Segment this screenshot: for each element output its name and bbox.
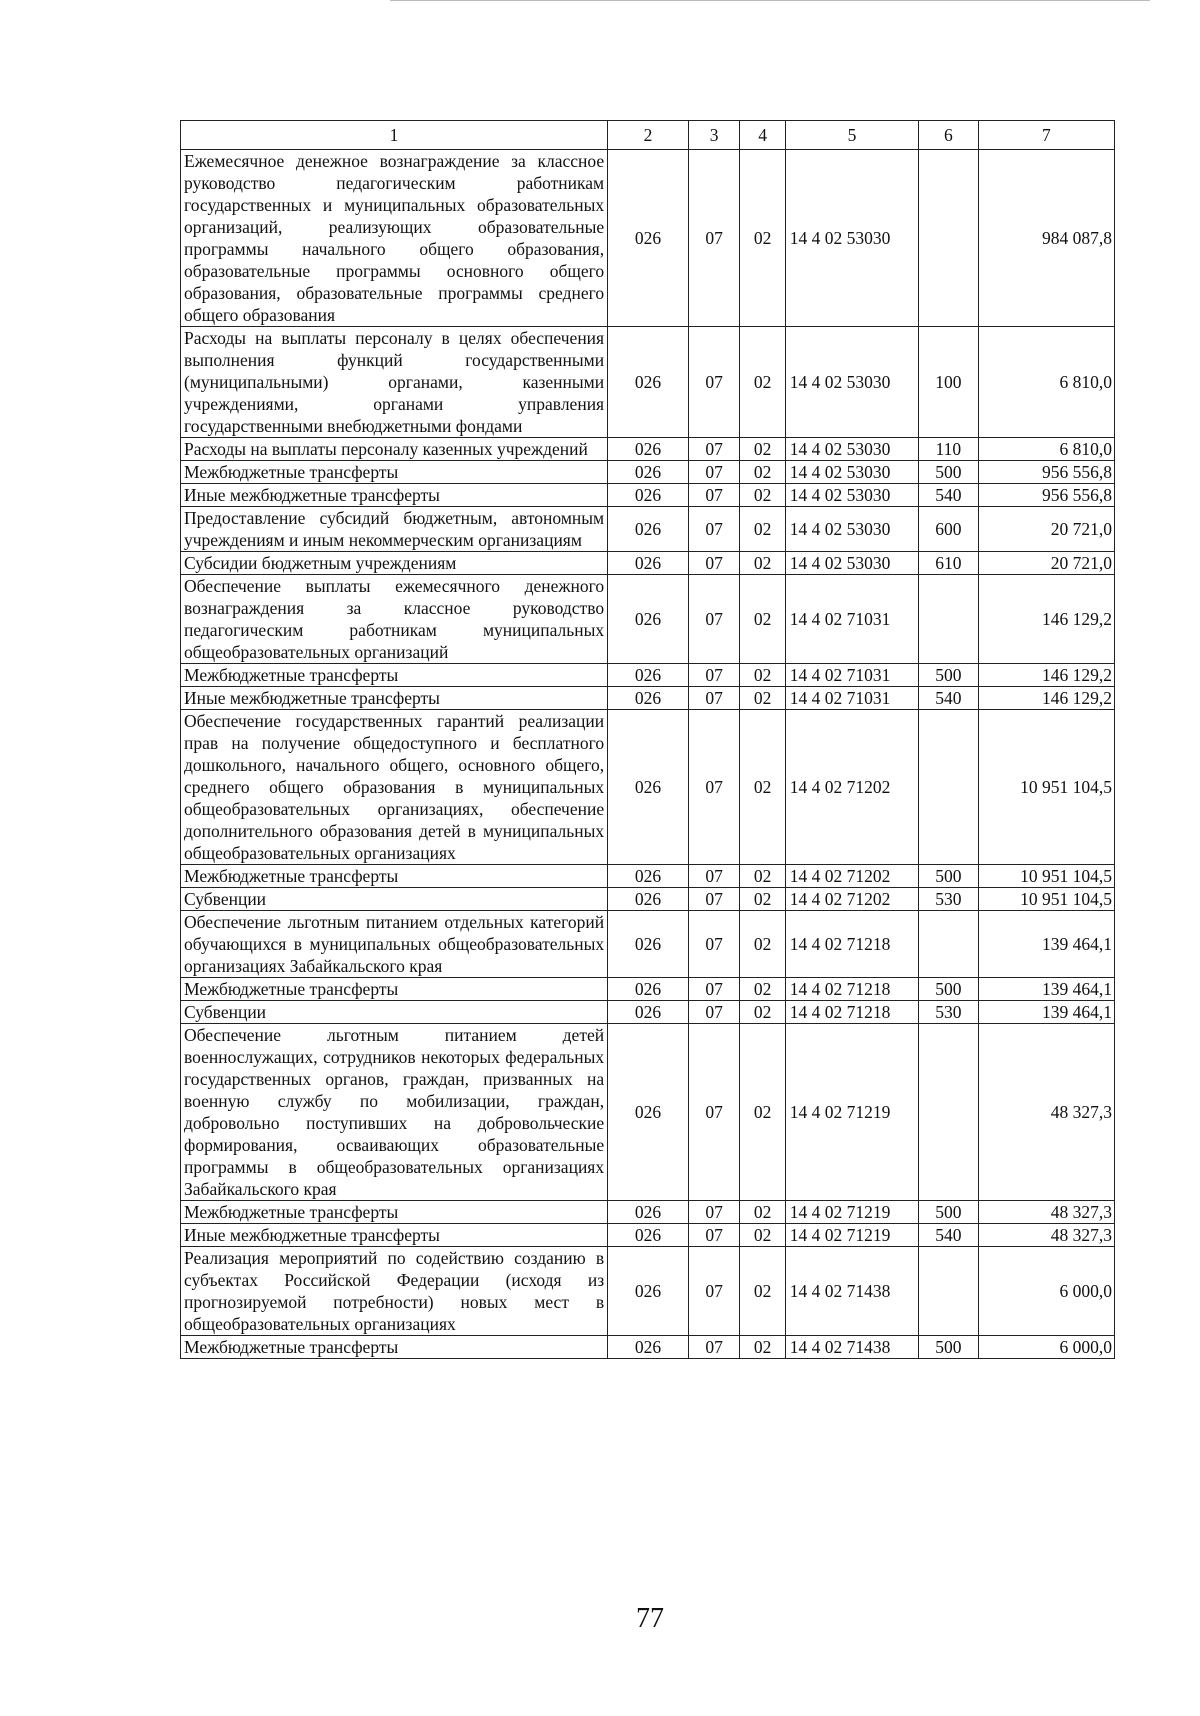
target-article-cell: 14 4 02 53030	[785, 327, 918, 438]
section-cell: 07	[688, 438, 739, 461]
section-cell: 07	[688, 687, 739, 710]
section-cell: 07	[688, 1001, 739, 1024]
page-number: 77	[636, 1603, 664, 1634]
item-name-cell: Реализация мероприятий по содействию созданию в субъектах Российской Федерации (исходя из прогнозируемой потребности) новых мест в общеобразовательных организациях	[181, 1247, 608, 1336]
target-article-cell: 14 4 02 71202	[785, 710, 918, 865]
budget-table	[180, 120, 1115, 1359]
expense-type-cell: 540	[919, 1224, 979, 1247]
subsection-cell: 02	[740, 888, 785, 911]
target-article-cell: 14 4 02 71218	[785, 978, 918, 1001]
expense-type-cell: 530	[919, 1001, 979, 1024]
section-cell: 07	[688, 710, 739, 865]
amount-cell: 10 951 104,5	[978, 710, 1114, 865]
section-cell: 07	[688, 1247, 739, 1336]
expense-type-cell	[919, 575, 979, 664]
table-row	[181, 664, 1115, 687]
amount-cell: 956 556,8	[978, 461, 1114, 484]
target-article-cell: 14 4 02 71031	[785, 575, 918, 664]
admin-code-cell: 026	[608, 888, 689, 911]
item-name-cell: Иные межбюджетные трансферты	[181, 687, 608, 710]
item-name-cell: Обеспечение выплаты ежемесячного денежного вознаграждения за классное руководство педагогическим работникам муниципальных общеобразовательных организаций	[181, 575, 608, 664]
expense-type-cell	[919, 150, 979, 327]
expense-type-cell	[919, 911, 979, 978]
table-row	[181, 1336, 1115, 1359]
subsection-cell: 02	[740, 552, 785, 575]
expense-type-cell: 540	[919, 484, 979, 507]
amount-cell: 139 464,1	[978, 911, 1114, 978]
section-cell: 07	[688, 150, 739, 327]
table-row	[181, 1224, 1115, 1247]
item-name-cell: Субвенции	[181, 1001, 608, 1024]
subsection-cell: 02	[740, 1336, 785, 1359]
table-row	[181, 327, 1115, 438]
section-cell: 07	[688, 461, 739, 484]
table-row	[181, 438, 1115, 461]
amount-cell: 48 327,3	[978, 1201, 1114, 1224]
admin-code-cell: 026	[608, 1024, 689, 1201]
subsection-cell: 02	[740, 1001, 785, 1024]
section-cell: 07	[688, 327, 739, 438]
amount-cell: 20 721,0	[978, 507, 1114, 552]
subsection-cell: 02	[740, 1201, 785, 1224]
subsection-cell: 02	[740, 461, 785, 484]
admin-code-cell: 026	[608, 507, 689, 552]
table-row	[181, 978, 1115, 1001]
admin-code-cell: 026	[608, 1247, 689, 1336]
expense-type-cell: 500	[919, 461, 979, 484]
admin-code-cell: 026	[608, 1001, 689, 1024]
table-row	[181, 1247, 1115, 1336]
subsection-cell: 02	[740, 710, 785, 865]
admin-code-cell: 026	[608, 1336, 689, 1359]
subsection-cell: 02	[740, 438, 785, 461]
admin-code-cell: 026	[608, 327, 689, 438]
table-header-row	[181, 121, 1115, 150]
table-row	[181, 888, 1115, 911]
target-article-cell: 14 4 02 71438	[785, 1336, 918, 1359]
target-article-cell: 14 4 02 53030	[785, 438, 918, 461]
section-cell: 07	[688, 1201, 739, 1224]
expense-type-cell	[919, 1024, 979, 1201]
column-header-1: 1	[181, 121, 608, 150]
subsection-cell: 02	[740, 664, 785, 687]
admin-code-cell: 026	[608, 978, 689, 1001]
section-cell: 07	[688, 911, 739, 978]
subsection-cell: 02	[740, 687, 785, 710]
table-row	[181, 575, 1115, 664]
item-name-cell: Межбюджетные трансферты	[181, 461, 608, 484]
target-article-cell: 14 4 02 71219	[785, 1224, 918, 1247]
admin-code-cell: 026	[608, 865, 689, 888]
item-name-cell: Обеспечение государственных гарантий реализации прав на получение общедоступного и бесплатного дошкольного, начального общего, основного общего, среднего общего образования в муниципальных общеобразовательных организациях, обеспечение дополнительного образования детей в муниципальных общеобразовательных организациях	[181, 710, 608, 865]
expense-type-cell: 500	[919, 664, 979, 687]
amount-cell: 984 087,8	[978, 150, 1114, 327]
section-cell: 07	[688, 1224, 739, 1247]
expense-type-cell: 500	[919, 1201, 979, 1224]
admin-code-cell: 026	[608, 664, 689, 687]
item-name-cell: Межбюджетные трансферты	[181, 978, 608, 1001]
amount-cell: 146 129,2	[978, 575, 1114, 664]
subsection-cell: 02	[740, 865, 785, 888]
section-cell: 07	[688, 865, 739, 888]
admin-code-cell: 026	[608, 1201, 689, 1224]
item-name-cell: Субвенции	[181, 888, 608, 911]
section-cell: 07	[688, 1024, 739, 1201]
item-name-cell: Расходы на выплаты персоналу казенных учреждений	[181, 438, 608, 461]
target-article-cell: 14 4 02 71219	[785, 1024, 918, 1201]
item-name-cell: Субсидии бюджетным учреждениям	[181, 552, 608, 575]
target-article-cell: 14 4 02 71202	[785, 865, 918, 888]
admin-code-cell: 026	[608, 687, 689, 710]
subsection-cell: 02	[740, 1024, 785, 1201]
amount-cell: 10 951 104,5	[978, 888, 1114, 911]
amount-cell: 6 000,0	[978, 1247, 1114, 1336]
amount-cell: 6 000,0	[978, 1336, 1114, 1359]
table-row	[181, 507, 1115, 552]
section-cell: 07	[688, 978, 739, 1001]
amount-cell: 20 721,0	[978, 552, 1114, 575]
admin-code-cell: 026	[608, 461, 689, 484]
section-cell: 07	[688, 575, 739, 664]
table-row	[181, 461, 1115, 484]
section-cell: 07	[688, 664, 739, 687]
subsection-cell: 02	[740, 150, 785, 327]
target-article-cell: 14 4 02 71219	[785, 1201, 918, 1224]
section-cell: 07	[688, 1336, 739, 1359]
table-row	[181, 1024, 1115, 1201]
section-cell: 07	[688, 552, 739, 575]
item-name-cell: Обеспечение льготным питанием детей военнослужащих, сотрудников некоторых федеральных государственных органов, граждан, призванных на военную службу по мобилизации, граждан, добровольно поступивших на добровольческие формирования, осваивающих образовательные программы в общеобразовательных организациях Забайкальского края	[181, 1024, 608, 1201]
subsection-cell: 02	[740, 575, 785, 664]
item-name-cell: Межбюджетные трансферты	[181, 1201, 608, 1224]
admin-code-cell: 026	[608, 438, 689, 461]
target-article-cell: 14 4 02 71031	[785, 664, 918, 687]
amount-cell: 48 327,3	[978, 1224, 1114, 1247]
scan-edge-line	[390, 0, 1150, 3]
table-row	[181, 1201, 1115, 1224]
target-article-cell: 14 4 02 71438	[785, 1247, 918, 1336]
admin-code-cell: 026	[608, 150, 689, 327]
amount-cell: 146 129,2	[978, 687, 1114, 710]
expense-type-cell: 500	[919, 865, 979, 888]
admin-code-cell: 026	[608, 552, 689, 575]
amount-cell: 10 951 104,5	[978, 865, 1114, 888]
column-header-4: 4	[740, 121, 785, 150]
table-row	[181, 911, 1115, 978]
target-article-cell: 14 4 02 71031	[785, 687, 918, 710]
column-header-5: 5	[785, 121, 918, 150]
subsection-cell: 02	[740, 484, 785, 507]
column-header-6: 6	[919, 121, 979, 150]
target-article-cell: 14 4 02 53030	[785, 552, 918, 575]
amount-cell: 6 810,0	[978, 438, 1114, 461]
table-row	[181, 865, 1115, 888]
expense-type-cell: 530	[919, 888, 979, 911]
item-name-cell: Расходы на выплаты персоналу в целях обеспечения выполнения функций государственными (муниципальными) органами, казенными учреждениями, органами управления государственными внебюджетными фондами	[181, 327, 608, 438]
item-name-cell: Межбюджетные трансферты	[181, 1336, 608, 1359]
target-article-cell: 14 4 02 71218	[785, 1001, 918, 1024]
admin-code-cell: 026	[608, 710, 689, 865]
column-header-3: 3	[688, 121, 739, 150]
expense-type-cell: 500	[919, 978, 979, 1001]
admin-code-cell: 026	[608, 484, 689, 507]
amount-cell: 48 327,3	[978, 1024, 1114, 1201]
subsection-cell: 02	[740, 507, 785, 552]
section-cell: 07	[688, 484, 739, 507]
target-article-cell: 14 4 02 53030	[785, 484, 918, 507]
table-row	[181, 1001, 1115, 1024]
table-row	[181, 687, 1115, 710]
item-name-cell: Иные межбюджетные трансферты	[181, 1224, 608, 1247]
expense-type-cell: 110	[919, 438, 979, 461]
target-article-cell: 14 4 02 71218	[785, 911, 918, 978]
table-row	[181, 484, 1115, 507]
subsection-cell: 02	[740, 978, 785, 1001]
table-row	[181, 150, 1115, 327]
subsection-cell: 02	[740, 1247, 785, 1336]
admin-code-cell: 026	[608, 575, 689, 664]
amount-cell: 139 464,1	[978, 1001, 1114, 1024]
amount-cell: 139 464,1	[978, 978, 1114, 1001]
item-name-cell: Обеспечение льготным питанием отдельных категорий обучающихся в муниципальных общеобразовательных организациях Забайкальского края	[181, 911, 608, 978]
amount-cell: 6 810,0	[978, 327, 1114, 438]
subsection-cell: 02	[740, 1224, 785, 1247]
item-name-cell: Межбюджетные трансферты	[181, 664, 608, 687]
expense-type-cell	[919, 1247, 979, 1336]
target-article-cell: 14 4 02 53030	[785, 461, 918, 484]
table-row	[181, 552, 1115, 575]
section-cell: 07	[688, 888, 739, 911]
section-cell: 07	[688, 507, 739, 552]
expense-type-cell: 100	[919, 327, 979, 438]
amount-cell: 146 129,2	[978, 664, 1114, 687]
expense-type-cell	[919, 710, 979, 865]
expense-type-cell: 610	[919, 552, 979, 575]
target-article-cell: 14 4 02 71202	[785, 888, 918, 911]
subsection-cell: 02	[740, 911, 785, 978]
admin-code-cell: 026	[608, 911, 689, 978]
column-header-7: 7	[978, 121, 1114, 150]
table-row	[181, 710, 1115, 865]
item-name-cell: Предоставление субсидий бюджетным, автономным учреждениям и иным некоммерческим организациям	[181, 507, 608, 552]
item-name-cell: Ежемесячное денежное вознаграждение за классное руководство педагогическим работникам государственных и муниципальных образовательных организаций, реализующих образовательные программы начального общего образования, образовательные программы основного общего образования, образовательные программы среднего общего образования	[181, 150, 608, 327]
expense-type-cell: 600	[919, 507, 979, 552]
column-header-2: 2	[608, 121, 689, 150]
target-article-cell: 14 4 02 53030	[785, 507, 918, 552]
amount-cell: 956 556,8	[978, 484, 1114, 507]
admin-code-cell: 026	[608, 1224, 689, 1247]
expense-type-cell: 500	[919, 1336, 979, 1359]
target-article-cell: 14 4 02 53030	[785, 150, 918, 327]
item-name-cell: Иные межбюджетные трансферты	[181, 484, 608, 507]
item-name-cell: Межбюджетные трансферты	[181, 865, 608, 888]
subsection-cell: 02	[740, 327, 785, 438]
expense-type-cell: 540	[919, 687, 979, 710]
